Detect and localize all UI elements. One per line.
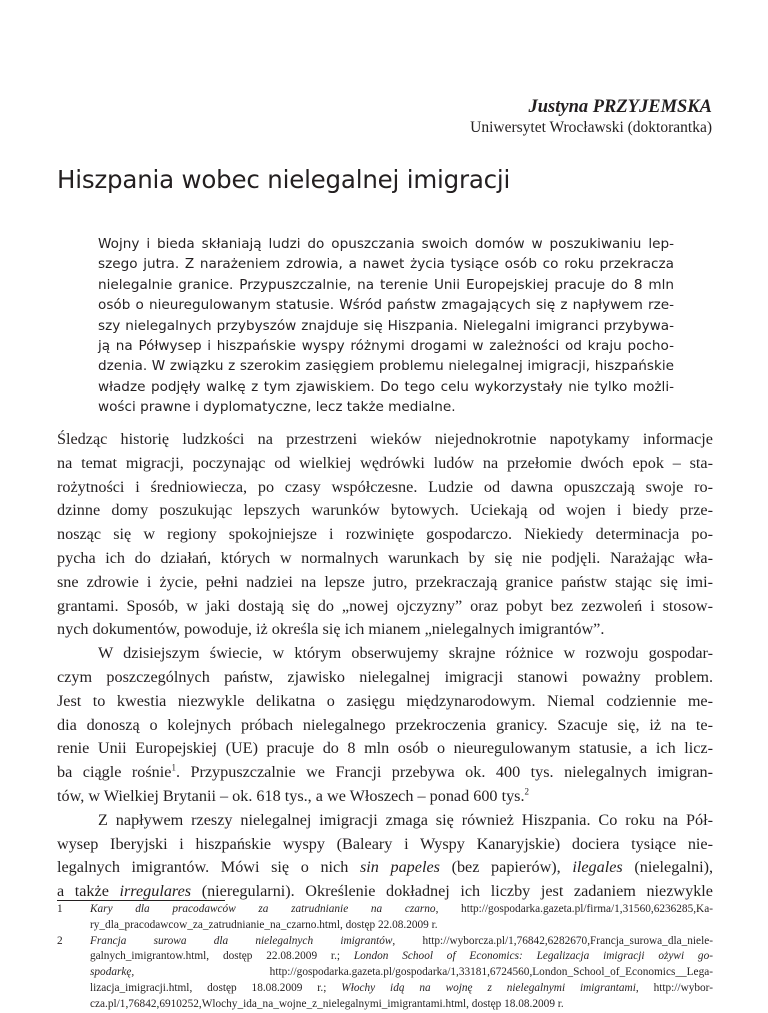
footnote-ref-1[interactable]: 1	[171, 762, 176, 773]
source-title: Francja surowa dla nielegalnych imigrantów	[90, 934, 393, 947]
body-line: nych dokumentów, powoduje, iż określa się ich mianem „nielegalnych imigrantów”.	[57, 620, 605, 639]
author-block	[470, 96, 712, 138]
footnote-divider	[57, 900, 225, 901]
body-line: na temat migracji, poczynając od wielkiej wędrówki ludów na przełomie dwóch epok – sta-	[57, 453, 713, 472]
body-text-run: . Przypuszczalnie we Francji przebywa ok. 400 tys. nielegalnych imigran-	[175, 763, 713, 782]
body-line	[57, 761, 713, 785]
abstract-line: nielegalnie granice. Przypuszczalnie, na terenie Unii Europejskiej pracuje do 8 mln	[98, 276, 674, 293]
body-text-run: ba ciągle rośnie	[57, 763, 172, 782]
abstract-line: władze podjęły walkę z tym zjawiskiem. Do tego celu wykorzystały nie tylko możli-	[98, 378, 674, 395]
body-line: czym poszczególnych państw, zjawisko nielegalnej imigracji stanowi poważny problem.	[57, 667, 713, 686]
source-title: spodarkę,	[90, 966, 135, 979]
footnote-number: 1	[57, 903, 63, 915]
body-text-run: tów, w Wielkiej Brytanii – ok. 618 tys., a we Włoszech – ponad 600 tys.	[57, 786, 525, 805]
source-title: Kary dla pracodawców za zatrudnianie na czarno	[90, 903, 436, 915]
body-line: wysep Iberyjski i hiszpańskie wyspy (Baleary i Wyspy Kanaryjskie) dociera tysiące nie-	[57, 834, 713, 853]
body-line: dia donoszą o kolejnych próbach nielegalnego przekroczenia granicy. Szacuje się, iż na te-	[57, 715, 713, 734]
abstract-line: osób o nieuregulowanym statusie. Wśród państw zmagających się z napływem rze-	[98, 297, 674, 314]
abstract-line: szego jutra. Z narażeniem zdrowia, a nawet życia tysiące osób co roku przekracza	[98, 256, 674, 273]
abstract-line: wości prawne i dyplomatyczne, lecz także medialne.	[98, 399, 456, 416]
source-title: Włochy idą na wojnę z nielegalnymi imigrantami	[341, 981, 636, 994]
article-title: Hiszpania wobec nielegalnej imigracji	[57, 165, 511, 194]
body-line: pycha ich do działań, których w normalnych warunkach by się nie podjęli. Narażając wła-	[57, 548, 713, 567]
abstract	[98, 234, 674, 418]
abstract-line: szy nielegalnych przybyszów znajduje się Hiszpania. Nielegalni imigranci przybywa-	[98, 317, 674, 334]
spanish-term: sin papeles	[359, 858, 440, 877]
body-line: renie Unii Europejskiej (UE) pracuje do 8 mln osób o nieuregulowanym statusie, a ich licz-	[57, 739, 713, 758]
abstract-line: dzenia. W związku z szerokim zasięgiem problemu nielegalnej imigracji, hiszpańskie	[98, 358, 674, 375]
footnote-line	[90, 902, 713, 918]
footnotes	[57, 902, 713, 1013]
body-line: rożytności i średniowiecza, po czasy współczesne. Ludzie od dawna opuszczają swoje ro-	[57, 477, 713, 496]
body-line: dzinne domy poszukując lepszych warunków bytowych. Uciekają od wojen i biedy prze-	[57, 501, 713, 520]
body-line: Jest to kwestia niezwykle delikatna o zasięgu międzynarodowym. Niemal codziennie me-	[57, 691, 713, 710]
body-text-run: (bez papierów),	[439, 858, 573, 877]
source-link[interactable]: , http://wybor-	[635, 981, 713, 994]
footnote-line[interactable]: ry_dla_pracodawcow_za_zatrudnianie_na_czarno.html, dostęp 22.08.2009 r.	[90, 918, 438, 931]
body-line: sne zdrowie i życie, pełni nadziei na lepsze jutro, przekraczają granice państw stając się imi-	[57, 572, 713, 591]
source-link[interactable]: http://gospodarka.gazeta.pl/gospodarka/1,33181,6724560,London_School_of_Economics__Lega-	[134, 966, 713, 979]
body-text-run: legalnych imigrantów. Mówi się o nich	[57, 858, 360, 877]
body-line: Śledząc historię ludzkości na przestrzeni wieków niejednokrotnie napotykamy informacje	[57, 430, 713, 448]
body-line	[57, 856, 713, 880]
footnote-ref-2[interactable]: 2	[524, 786, 530, 797]
author-affiliation: Uniwersytet Wrocławski (doktorantka)	[470, 119, 712, 136]
footnote-line	[90, 949, 713, 965]
source-link[interactable]: galnych_imigrantow.html, dostęp 22.08.2009 r.;	[90, 950, 354, 963]
source-link[interactable]: , http://wyborcza.pl/1,76842,6282670,Francja_surowa_dla_niele-	[392, 934, 713, 947]
spanish-term: ilegales	[572, 858, 623, 877]
body-line: W dzisiejszym świecie, w którym obserwujemy skrajne różnice w rozwoju gospodar-	[98, 644, 713, 663]
source-link[interactable]: , http://gospodarka.gazeta.pl/firma/1,31560,6236285,Ka-	[435, 903, 713, 915]
body-text-run: (nielegalni),	[622, 858, 714, 877]
footnote-1	[57, 902, 713, 934]
footnote-2	[57, 934, 713, 1013]
footnote-line[interactable]: cza.pl/1,76842,6910252,Wlochy_ida_na_wojne_z_nielegalnymi_imigrantami.html, dostęp 18.08.2009 r.	[90, 997, 564, 1010]
body-line: Z napływem rzeszy nielegalnej imigracji zmaga się również Hiszpania. Co roku na Pół-	[98, 810, 713, 829]
source-link[interactable]: lizacja_imigracji.html, dostęp 18.08.2009 r.;	[90, 981, 342, 994]
body-text	[57, 428, 713, 904]
footnote-line	[90, 934, 713, 950]
abstract-line: Wojny i bieda skłaniają ludzi do opuszczania swoich domów w poszukiwaniu lep-	[98, 236, 674, 252]
body-text-run: a także	[57, 882, 120, 901]
body-text-run: (nieregularni). Określenie dokładnej ich liczby jest zadaniem niezwykle	[191, 882, 713, 901]
author-name: Justyna PRZYJEMSKA	[528, 97, 712, 117]
abstract-line: ją na Półwysep i hiszpańskie wyspy różnymi drogami w zależności od kraju pocho-	[98, 338, 674, 355]
body-line: grantami. Sposób, w jaki dostają się do „nowej ojczyzny” oraz pobyt bez zezwoleń i stosow-	[57, 596, 713, 615]
source-title: London School of Economics: Legalizacja imigracji ożywi go-	[353, 950, 713, 963]
body-line: nosząc się w regiony spokojniejsze i rozwinięte gospodarczo. Niekiedy determinacja po-	[57, 525, 713, 544]
footnote-number: 2	[57, 934, 63, 947]
spanish-term: irregulares	[119, 882, 192, 901]
footnote-line	[90, 965, 713, 981]
footnote-line	[90, 981, 713, 997]
body-line	[57, 785, 713, 809]
